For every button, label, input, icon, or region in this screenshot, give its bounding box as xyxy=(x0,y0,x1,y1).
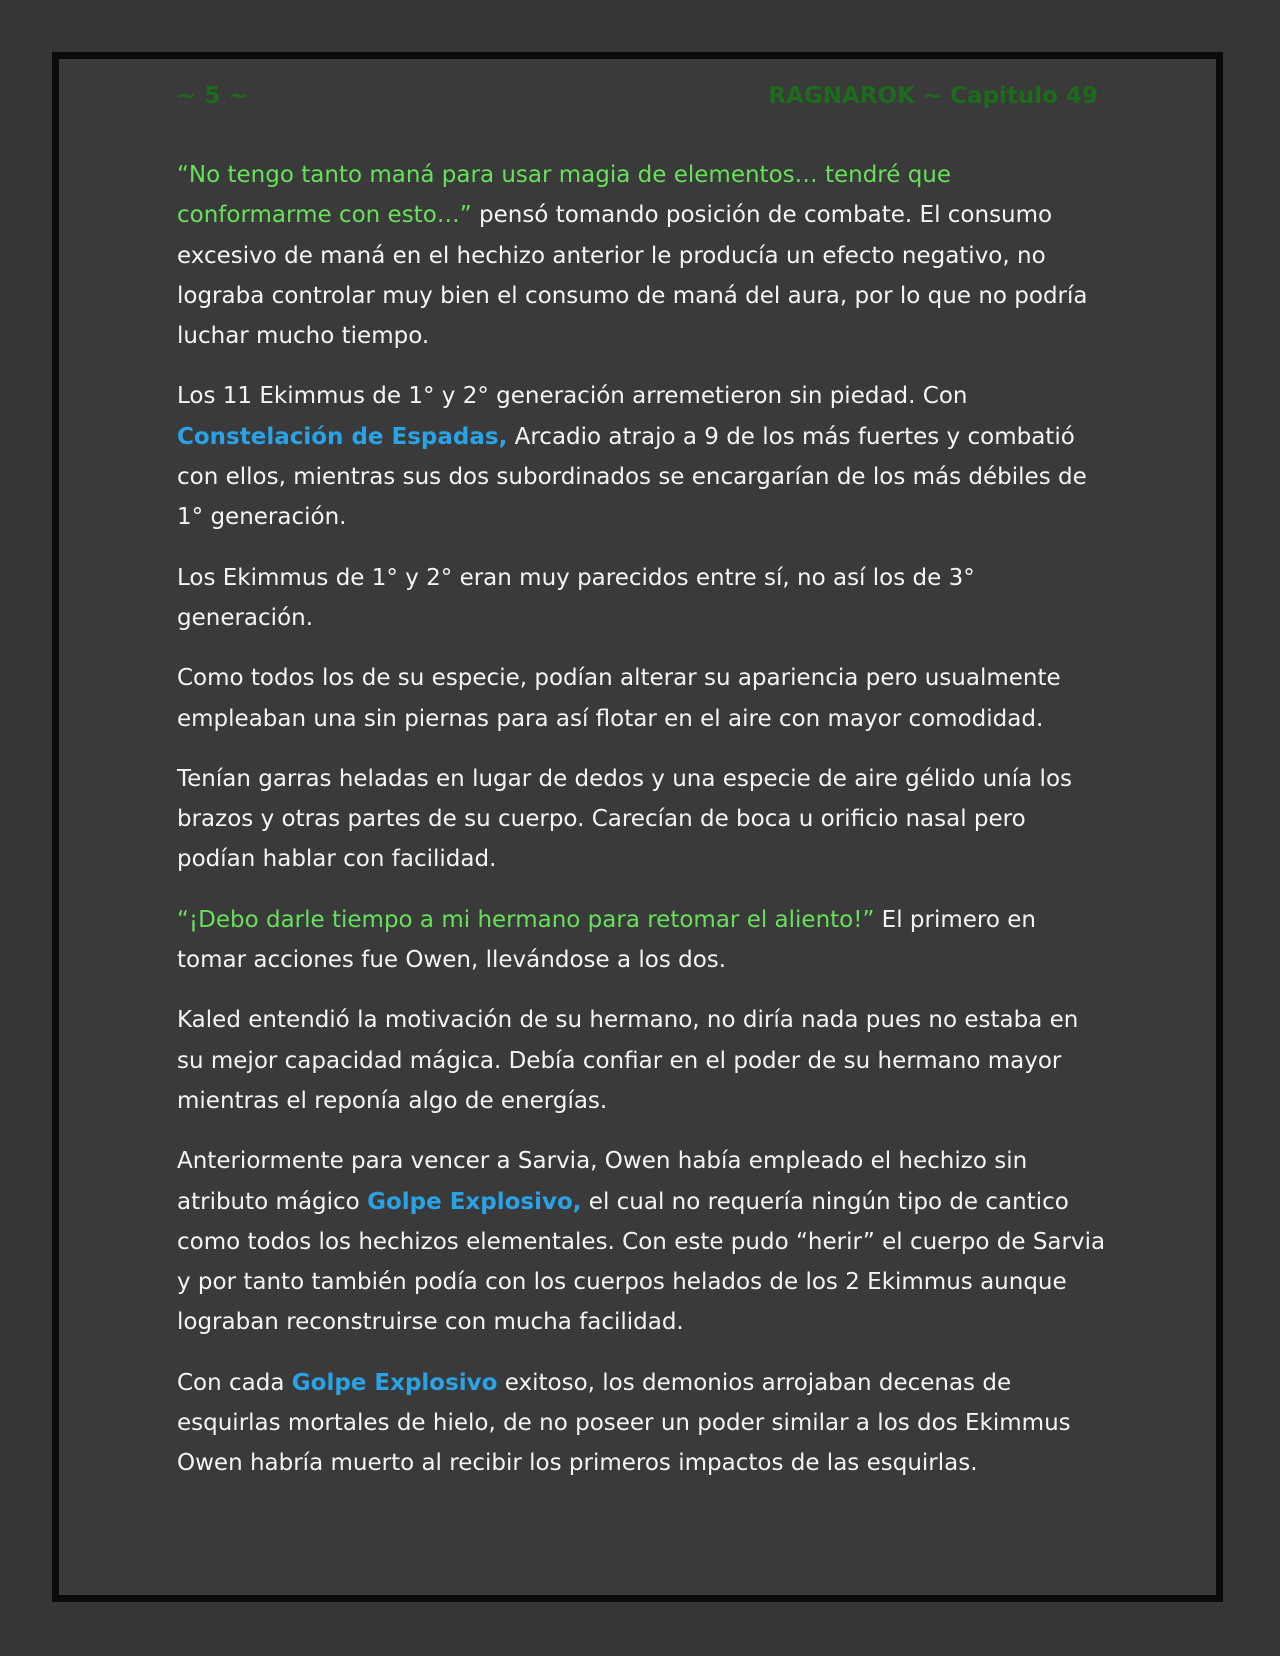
chapter-title: RAGNAROK ~ Capitulo 49 xyxy=(768,83,1098,109)
paragraph-6 xyxy=(177,900,1107,981)
paragraph-text: exitoso, los demonios arrojaban decenas de esquirlas mortales de hielo, de no poseer un poder similar a los dos Ekimmus Owen habría muerto al recibir los primeros impactos de las esquirlas. xyxy=(177,1369,1071,1477)
paragraph-8 xyxy=(177,1141,1107,1342)
paragraph-4: Como todos los de su especie, podían alterar su apariencia pero usualmente empleaban una sin piernas para así flotar en el aire con mayor comodidad. xyxy=(177,665,1061,732)
paragraph-text: El primero en tomar acciones fue Owen, llevándose a los dos. xyxy=(177,906,1036,974)
paragraph-text: Los 11 Ekimmus de 1° y 2° generación arremetieron sin piedad. Con xyxy=(177,383,968,410)
thought-text: “No tengo tanto maná para usar magia de elementos… tendré que conformarme con esto…” xyxy=(177,162,952,229)
paragraph-7: Kaled entendió la motivación de su hermano, no diría nada pues no estaba en su mejor capacidad mágica. Debía confiar en el poder de su hermano mayor mientras el reponía algo de energías. xyxy=(177,1007,1079,1114)
paragraph-text: el cual no requería ningún tipo de cantico como todos los hechizos elementales. Con este pudo “herir” el cuerpo de Sarvia y por tanto también podía con los cuerpos helados de los 2 Ekimmus aunque lograban reconstruirse con mucha facilidad. xyxy=(177,1188,1106,1336)
body-text xyxy=(177,155,1107,1504)
spell-name: Golpe Explosivo xyxy=(291,1369,498,1396)
paragraph-text: Anteriormente para vencer a Sarvia, Owen había empleado el hechizo sin atributo mágico xyxy=(177,1148,1028,1215)
page-number: ~ 5 ~ xyxy=(177,83,248,109)
paragraph-text: Arcadio atrajo a 9 de los más fuertes y combatió con ellos, mientras sus dos subordinados se encargarían de los más débiles de 1° generación. xyxy=(177,423,1087,531)
paragraph-9 xyxy=(177,1363,1107,1484)
thought-text: “¡Debo darle tiempo a mi hermano para retomar el aliento!” xyxy=(177,906,875,933)
paragraph-3: Los Ekimmus de 1° y 2° eran muy parecidos entre sí, no así los de 3° generación. xyxy=(177,564,975,631)
paragraph-2 xyxy=(177,376,1107,537)
paragraph-1 xyxy=(177,155,1107,356)
paragraph-text: pensó tomando posición de combate. El consumo excesivo de maná en el hechizo anterior le producía un efecto negativo, no lograba controlar muy bien el consumo de maná del aura, por lo que no podría luchar mucho tiempo. xyxy=(177,202,1088,350)
document-page xyxy=(52,52,1223,1602)
spell-name: Constelación de Espadas, xyxy=(177,423,508,450)
spell-name: Golpe Explosivo, xyxy=(367,1188,582,1215)
paragraph-text: Con cada xyxy=(177,1369,292,1396)
paragraph-5: Tenían garras heladas en lugar de dedos y una especie de aire gélido unía los brazos y otras partes de su cuerpo. Carecían de boca u orificio nasal pero podían hablar con facilidad. xyxy=(177,765,1073,873)
page-header xyxy=(177,83,1098,123)
